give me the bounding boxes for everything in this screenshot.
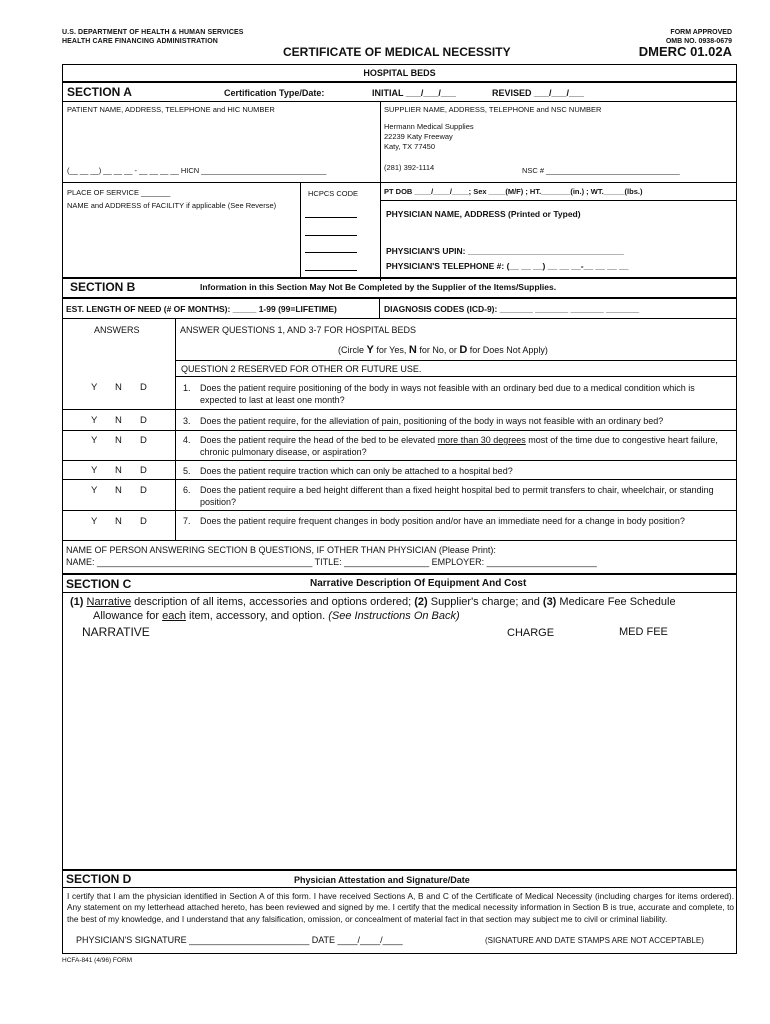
q4-y[interactable]: Y bbox=[91, 435, 98, 446]
q7-number: 7. bbox=[183, 516, 191, 526]
q7-n[interactable]: N bbox=[115, 516, 122, 527]
q5-number: 5. bbox=[183, 466, 191, 476]
q6-d[interactable]: D bbox=[140, 485, 147, 496]
circle-instructions bbox=[338, 344, 548, 356]
circle-prefix: (Circle bbox=[338, 345, 367, 355]
place-of-service-field[interactable]: PLACE OF SERVICE _______ bbox=[67, 188, 171, 197]
q4-text-underlined: more than 30 degrees bbox=[437, 435, 526, 445]
q5-text: Does the patient require traction which can only be attached to a hospital bed? bbox=[200, 466, 513, 476]
q1-text: Does the patient require positioning of the body in ways not feasible with an ordinary bed due to a medical condition which is expected to last at least one month? bbox=[200, 383, 695, 405]
hcpcs-field-2[interactable] bbox=[305, 235, 357, 236]
narrative-column-header: NARRATIVE bbox=[82, 625, 150, 639]
hcpcs-field-1[interactable] bbox=[305, 217, 357, 218]
facility-label: NAME and ADDRESS of FACILITY if applicable (See Reverse) bbox=[67, 201, 277, 210]
section-c-instructions-line-2 bbox=[93, 609, 460, 623]
circle-y: Y bbox=[366, 344, 374, 356]
q1-n[interactable]: N bbox=[115, 382, 122, 393]
q4-n[interactable]: N bbox=[115, 435, 122, 446]
q4-text bbox=[200, 434, 732, 458]
q5-y[interactable]: Y bbox=[91, 465, 98, 476]
item-2-marker: (2) bbox=[414, 596, 428, 608]
charge-column-header: CHARGE bbox=[507, 627, 555, 639]
revised-date-field[interactable]: REVISED ___/___/___ bbox=[492, 88, 585, 98]
q4-d[interactable]: D bbox=[140, 435, 147, 446]
q5-n[interactable]: N bbox=[115, 465, 122, 476]
physician-phone-field[interactable]: PHYSICIAN'S TELEPHONE #: (__ __ __) __ __ __-__ __ __ __ bbox=[386, 261, 629, 271]
line1-text-c: Medicare Fee Schedule bbox=[556, 596, 676, 608]
supplier-city: Katy, TX 77450 bbox=[384, 142, 436, 151]
section-c-label: SECTION C bbox=[66, 577, 132, 591]
circle-yes: for Yes, bbox=[373, 345, 409, 355]
nsc-field[interactable]: NSC # ________________________________ bbox=[522, 166, 680, 175]
q7-d[interactable]: D bbox=[140, 516, 147, 527]
form-code: DMERC 01.02A bbox=[638, 44, 732, 59]
physician-label: PHYSICIAN NAME, ADDRESS (Printed or Typed) bbox=[386, 209, 581, 219]
q7-y[interactable]: Y bbox=[91, 516, 98, 527]
line1-text-a: description of all items, accessories and options ordered; bbox=[131, 596, 415, 608]
form-title: CERTIFICATE OF MEDICAL NECESSITY bbox=[283, 45, 511, 59]
patient-label: PATIENT NAME, ADDRESS, TELEPHONE and HIC NUMBER bbox=[67, 105, 275, 114]
hcpcs-field-3[interactable] bbox=[305, 252, 357, 253]
length-of-need-field[interactable]: EST. LENGTH OF NEED (# OF MONTHS): _____ 1-99 (99=LIFETIME) bbox=[66, 304, 337, 314]
see-instructions: (See Instructions On Back) bbox=[328, 610, 460, 622]
each-underlined: each bbox=[162, 610, 186, 622]
diagnosis-codes-field[interactable]: DIAGNOSIS CODES (ICD-9): _______ _______ _______ _______ bbox=[384, 304, 640, 314]
section-d-title: Physician Attestation and Signature/Date bbox=[294, 875, 470, 885]
q7-text: Does the patient require frequent changes in body position and/or have an immediate need for a change in body position? bbox=[200, 516, 685, 526]
signature-date-field[interactable]: PHYSICIAN'S SIGNATURE ________________________ DATE ____/____/____ bbox=[76, 935, 403, 945]
supplier-street: 22239 Katy Freeway bbox=[384, 132, 453, 141]
item-3-marker: (3) bbox=[542, 596, 557, 608]
circle-d: D bbox=[459, 344, 468, 356]
q3-number: 3. bbox=[183, 416, 191, 426]
section-b-note: Information in this Section May Not Be Completed by the Supplier of the Items/Supplies. bbox=[200, 282, 557, 292]
q1-d[interactable]: D bbox=[140, 382, 147, 393]
hcpcs-field-4[interactable] bbox=[305, 270, 357, 271]
line2-text-a: Allowance for bbox=[93, 610, 163, 622]
name-title-employer-field[interactable]: NAME: ___________________________________________ TITLE: _________________ EMPLOYER: ______________________ bbox=[66, 557, 597, 567]
attestation-text: I certify that I am the physician identified in Section A of this form. I have received Sections A, B and C of the Certificate of Medical Necessity (including charges for items ordered). Any statement on my letterhead attached hereto, has been reviewed and signed by me. I certify that the medical necessity information in Section B is true, accurate and complete, to the best of my knowledge, and I understand that any falsification, omission, or concealment of material fact in that section may subject me to civil or criminal liability. bbox=[67, 891, 734, 924]
supplier-name: Hermann Medical Supplies bbox=[384, 122, 474, 131]
agency-line-2: HEALTH CARE FINANCING ADMINISTRATION bbox=[62, 38, 218, 45]
q1-y[interactable]: Y bbox=[91, 382, 98, 393]
q6-n[interactable]: N bbox=[115, 485, 122, 496]
narrative-underlined: Narrative bbox=[86, 596, 132, 608]
answer-instructions: ANSWER QUESTIONS 1, AND 3-7 FOR HOSPITAL BEDS bbox=[180, 325, 417, 335]
med-fee-column-header: MED FEE bbox=[619, 626, 668, 638]
agency-header bbox=[62, 28, 244, 46]
omb-number: OMB NO. 0938-0679 bbox=[665, 38, 732, 45]
other-person-label: NAME OF PERSON ANSWERING SECTION B QUESTIONS, IF OTHER THAN PHYSICIAN (Please Print): bbox=[66, 545, 496, 555]
q4-text-post: most of the time due to congestive heart failure, chronic pulmonary disease, or aspiration? bbox=[200, 435, 718, 457]
patient-phone-hicn-field[interactable]: (__ __ __) __ __ __ - __ __ __ __ HICN ______________________________ bbox=[67, 166, 327, 175]
supplier-phone: (281) 392-1114 bbox=[384, 163, 435, 172]
supplier-label: SUPPLIER NAME, ADDRESS, TELEPHONE and NSC NUMBER bbox=[384, 105, 602, 114]
q6-y[interactable]: Y bbox=[91, 485, 98, 496]
line2-text-b: item, accessory, and option. bbox=[185, 610, 329, 622]
line1-text-b: Supplier's charge; and bbox=[427, 596, 543, 608]
agency-line-1: U.S. DEPARTMENT OF HEALTH & HUMAN SERVICES bbox=[62, 29, 244, 36]
q6-number: 6. bbox=[183, 485, 191, 495]
circle-no: for No, or bbox=[416, 345, 460, 355]
circle-n: N bbox=[408, 344, 417, 356]
q1-number: 1. bbox=[183, 383, 191, 393]
section-b-label: SECTION B bbox=[70, 280, 136, 294]
section-c-title: Narrative Description Of Equipment And Cost bbox=[310, 578, 527, 589]
q4-text-pre: Does the patient require the head of the bed to be elevated bbox=[200, 435, 438, 445]
circle-dna: for Does Not Apply) bbox=[467, 345, 548, 355]
stamp-note: (SIGNATURE AND DATE STAMPS ARE NOT ACCEPTABLE) bbox=[485, 936, 704, 945]
form-approved-label: FORM APPROVED bbox=[670, 29, 732, 36]
item-1-marker: (1) bbox=[70, 596, 87, 608]
q3-d[interactable]: D bbox=[140, 415, 147, 426]
q6-text: Does the patient require a bed height different than a fixed height hospital bed to permit transfers to chair, wheelchair, or standing position? bbox=[200, 485, 714, 507]
section-c-instructions-line-1 bbox=[70, 595, 676, 609]
patient-info-field[interactable]: PT DOB ____/____/____; Sex ____(M/F) ; HT._______(in.) ; WT._____(lbs.) bbox=[384, 187, 643, 196]
narrative-area[interactable] bbox=[70, 642, 730, 866]
q3-text: Does the patient require, for the alleviation of pain, positioning of the body in ways not feasible with an ordinary bed? bbox=[200, 416, 664, 426]
form-number: HCFA-841 (4/96) FORM bbox=[62, 957, 133, 964]
form-subtitle: HOSPITAL BEDS bbox=[363, 68, 436, 78]
q5-d[interactable]: D bbox=[140, 465, 147, 476]
section-d-label: SECTION D bbox=[66, 872, 132, 886]
cert-type-label: Certification Type/Date: bbox=[224, 88, 325, 98]
q3-n[interactable]: N bbox=[115, 415, 122, 426]
q4-number: 4. bbox=[183, 435, 191, 445]
q3-y[interactable]: Y bbox=[91, 415, 98, 426]
question-2-reserved: QUESTION 2 RESERVED FOR OTHER OR FUTURE USE. bbox=[181, 364, 422, 374]
hcpcs-label: HCPCS CODE bbox=[308, 189, 359, 198]
answers-label: ANSWERS bbox=[94, 325, 140, 335]
upin-field[interactable]: PHYSICIAN'S UPIN: _________________________________ bbox=[386, 246, 624, 256]
initial-date-field[interactable]: INITIAL ___/___/___ bbox=[372, 88, 456, 98]
section-a-label: SECTION A bbox=[67, 85, 132, 99]
